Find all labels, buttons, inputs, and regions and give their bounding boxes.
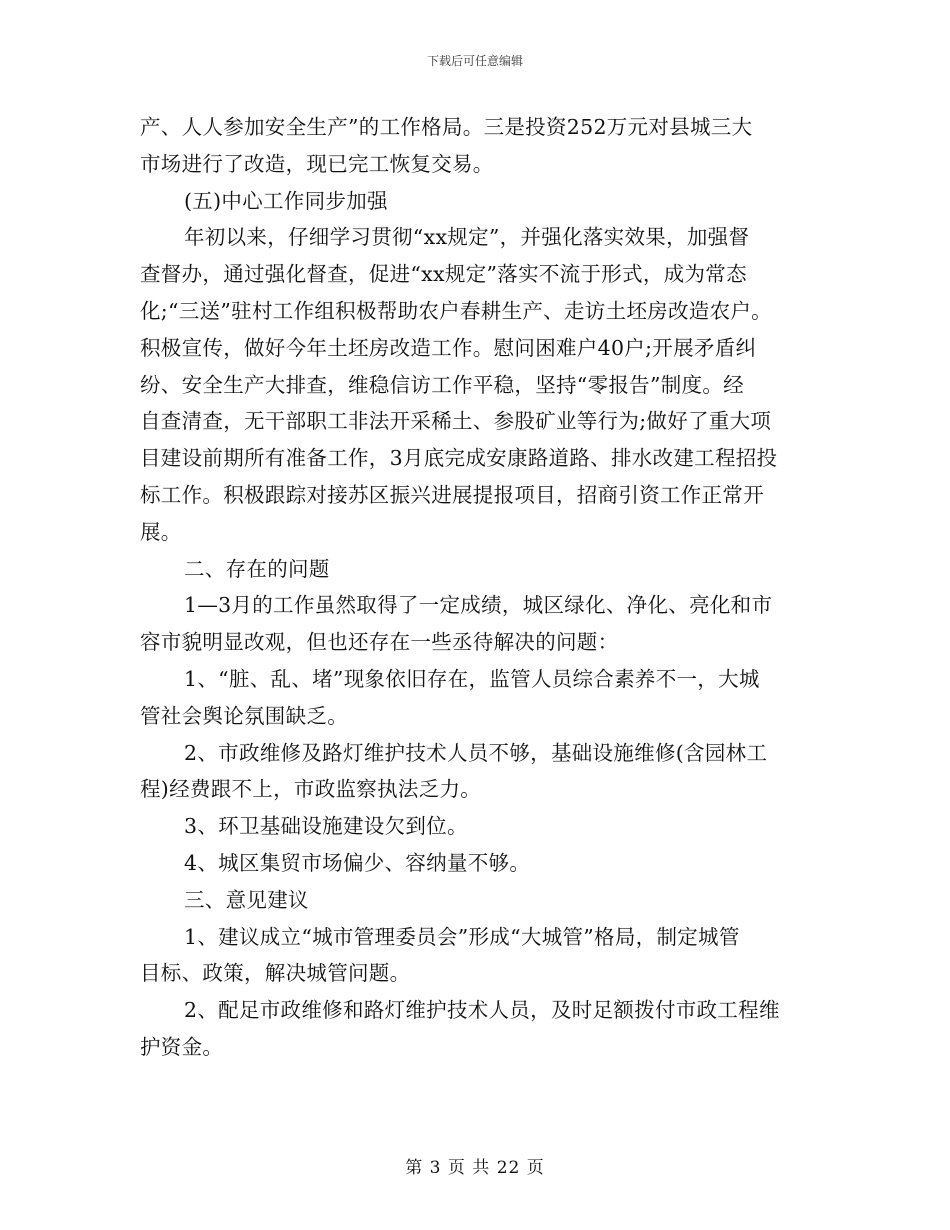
body-line: 容市貌明显改观，但也还存在一些丞待解决的问题： [140, 630, 619, 655]
list-item: 1、“脏、乱、堵”现象依旧存在，监管人员综合素养不一，大城 [184, 666, 760, 691]
body-line: 程)经费跟不上，市政监察执法乏力。 [140, 777, 482, 802]
list-item: 2、市政维修及路灯维护技术人员不够，基础设施维修(含园林工 [184, 740, 768, 765]
body-line: 产、人人参加安全生产”的工作格局。三是投资252万元对县城三大 [140, 115, 753, 139]
body-line: 目标、政策，解决城管问题。 [140, 961, 411, 986]
body-line: 目建设前期所有准备工作，3月底完成安康路道路、排水改建工程招投 [140, 446, 778, 471]
list-item: 2、配足市政维修和路灯维护技术人员，及时足额拨付市政工程维 [184, 998, 780, 1023]
body-line: 管社会舆论氛围缺乏。 [140, 703, 348, 728]
section-heading: 二、存在的问题 [184, 556, 330, 581]
body-line: 查督办，通过强化督查，促进“xx规定”落实不流于形式，成为常态 [140, 262, 747, 287]
list-item: 1、建议成立“城市管理委员会”形成“大城管”格局，制定城管 [184, 924, 740, 949]
body-line: 自查清查，无干部职工非法开采稀土、参股矿业等行为;做好了重大项 [140, 409, 772, 434]
body-line: 化;“三送”驻村工作组积极帮助农户春耕生产、走访土坯房改造农户。 [140, 298, 772, 323]
section-heading: 三、意见建议 [184, 887, 309, 912]
list-item: 3、环卫基础设施建设欠到位。 [184, 814, 468, 839]
body-line: 纷、安全生产大排查，维稳信访工作平稳，坚持“零报告”制度。经 [140, 372, 744, 397]
body-line: 积极宣传，做好今年土坯房改造工作。慰问困难户40户;开展矛盾纠 [140, 335, 757, 360]
header-note: 下载后可任意编辑 [426, 54, 523, 68]
body-line: 护资金。 [140, 1034, 224, 1059]
list-item: 4、城区集贸市场偏少、容纳量不够。 [184, 850, 531, 875]
body-line: 1—3月的工作虽然取得了一定成绩，城区绿化、净化、亮化和市 [184, 593, 773, 618]
body-line: 展。 [140, 519, 182, 544]
section-heading: (五)中心工作同步加强 [184, 188, 388, 213]
body-line: 市场进行了改造，现已完工恢复交易。 [140, 151, 494, 176]
document-body [140, 109, 830, 1066]
body-line: 年初以来，仔细学习贯彻“xx规定”，并强化落实效果，加强督 [184, 225, 750, 250]
page-number-footer: 第 3 页 共 22 页 [405, 1158, 545, 1178]
body-line: 标工作。积极跟踪对接苏区振兴进展提报项目，招商引资工作正常开 [140, 482, 764, 507]
